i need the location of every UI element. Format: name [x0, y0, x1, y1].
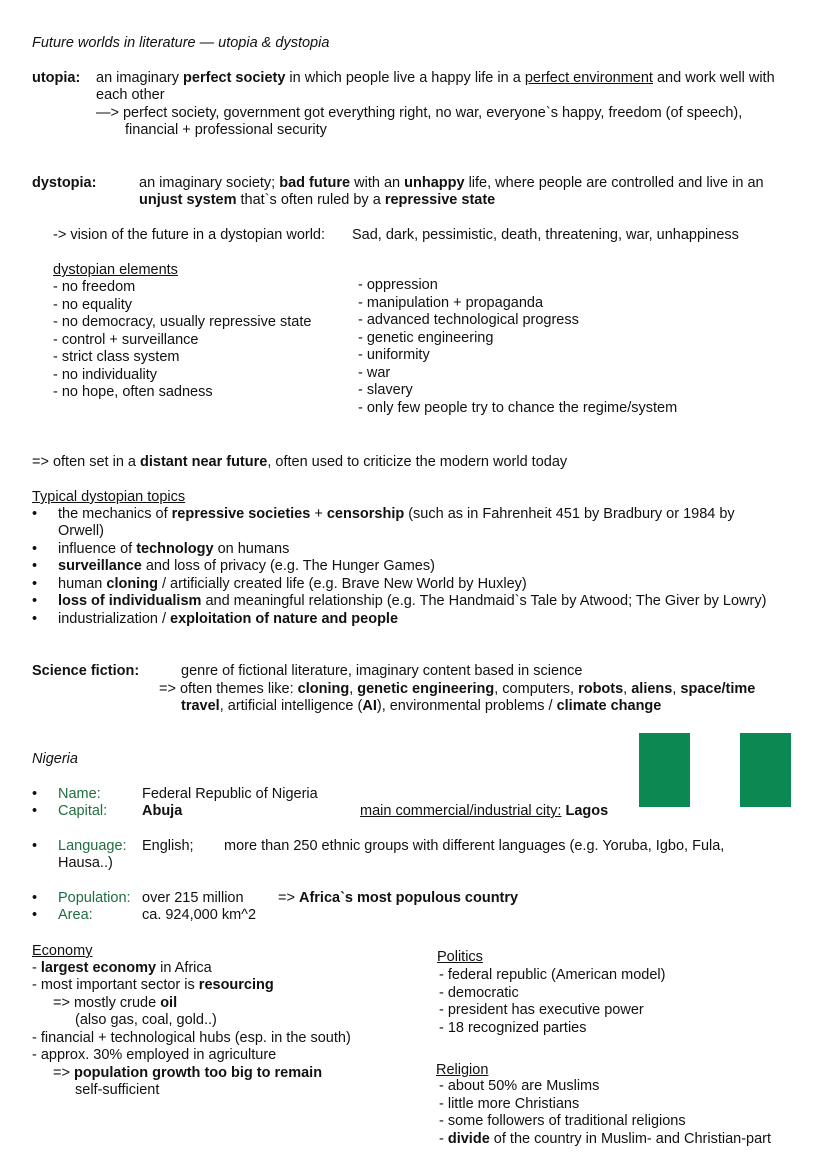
economy-item: - largest economy in Africa	[32, 960, 212, 976]
elements-left-list	[53, 279, 311, 402]
vision-text: Sad, dark, pessimistic, death, threatening, war, unhappiness	[352, 227, 739, 243]
commercial-city: main commercial/industrial city: Lagos	[360, 803, 609, 819]
politics-heading: Politics	[437, 949, 483, 965]
list-item: - genetic engineering	[358, 329, 494, 346]
dystopia-definition: an imaginary society; bad future with an unhappy life, where people are controlled and live in an	[139, 175, 764, 191]
bullet-icon: •	[32, 838, 38, 854]
list-item: - 18 recognized parties	[439, 1019, 587, 1036]
page-title: Future worlds in literature — utopia & dystopia	[32, 35, 330, 51]
flag-stripe-right	[740, 733, 791, 807]
bullet-icon: •	[32, 803, 38, 819]
list-item: - no democracy, usually repressive state	[53, 314, 312, 330]
religion-list	[439, 1078, 771, 1148]
list-item: - strict class system	[53, 349, 180, 365]
area-label: Area:	[58, 907, 93, 923]
topic-item-cont: Orwell)	[58, 523, 104, 539]
economy-heading: Economy	[32, 943, 93, 959]
language-more: more than 250 ethnic groups with different languages (e.g. Yoruba, Igbo, Fula,	[224, 838, 725, 854]
language-label: Language:	[58, 838, 127, 854]
topic-item: industrialization / exploitation of nature and people	[58, 611, 399, 627]
topic-item: surveillance and loss of privacy (e.g. The Hunger Games)	[58, 558, 435, 574]
bullet-icon: •	[32, 907, 38, 923]
population-label: Population:	[58, 890, 131, 906]
bullet-icon: •	[32, 541, 38, 557]
bullet-icon: •	[32, 890, 38, 906]
utopia-definition: an imaginary perfect society in which people live a happy life in a perfect environment and work well with	[96, 70, 775, 86]
language-value: English;	[142, 838, 194, 854]
list-item: - uniformity	[358, 347, 430, 363]
bullet-icon: •	[32, 593, 38, 609]
religion-heading: Religion	[436, 1062, 489, 1078]
population-value: over 215 million	[142, 890, 244, 906]
capital-value: Abuja	[142, 803, 183, 819]
name-value: Federal Republic of Nigeria	[142, 786, 318, 802]
list-item: - no individuality	[53, 366, 157, 383]
dystopia-definition-cont: unjust system that`s often ruled by a repressive state	[139, 192, 496, 208]
bullet-icon: •	[32, 576, 38, 592]
language-more-cont: Hausa..)	[58, 855, 113, 871]
bullet-icon: •	[32, 786, 38, 802]
capital-label: Capital:	[58, 803, 108, 819]
list-item: - no hope, often sadness	[53, 384, 213, 400]
list-item: - only few people try to chance the regime/system	[358, 399, 678, 416]
economy-item: - most important sector is resourcing	[32, 977, 274, 993]
list-item: - no equality	[53, 296, 132, 313]
topic-item: influence of technology on humans	[58, 541, 290, 557]
utopia-arrow-cont: financial + professional security	[125, 122, 327, 138]
economy-item: self-sufficient	[75, 1082, 160, 1098]
list-item: - federal republic (American model)	[439, 967, 666, 983]
list-item: - slavery	[358, 382, 413, 398]
topic-item: loss of individualism and meaningful relationship (e.g. The Handmaid`s Tale by Atwood; The Giver by Lowry)	[58, 593, 767, 609]
scifi-definition: genre of fictional literature, imaginary content based in science	[181, 663, 583, 679]
list-item: - president has executive power	[439, 1002, 644, 1018]
list-item: - control + surveillance	[53, 331, 199, 348]
nigeria-heading: Nigeria	[32, 751, 78, 767]
economy-item: => population growth too big to remain	[53, 1065, 323, 1081]
list-item: - war	[358, 364, 391, 381]
list-item: - manipulation + propaganda	[358, 294, 544, 311]
population-note: => Africa`s most populous country	[278, 890, 519, 906]
scifi-themes: => often themes like: cloning, genetic engineering, computers, robots, aliens, space/time	[159, 681, 756, 697]
list-item: - about 50% are Muslims	[439, 1078, 600, 1094]
topic-item: the mechanics of repressive societies + censorship (such as in Fahrenheit 451 by Bradbury or 1984 by	[58, 506, 735, 522]
setting-line: => often set in a distant near future, often used to criticize the modern world today	[32, 454, 568, 470]
bullet-icon: •	[32, 611, 38, 627]
area-value: ca. 924,000 km^2	[142, 907, 257, 923]
elements-right-list	[358, 277, 677, 417]
list-item: - some followers of traditional religions	[439, 1113, 686, 1129]
bullet-icon: •	[32, 506, 38, 522]
vision-label: -> vision of the future in a dystopian world:	[53, 227, 326, 243]
economy-item: (also gas, coal, gold..)	[75, 1012, 217, 1028]
utopia-arrow: —> perfect society, government got everything right, no war, everyone`s happy, freedom (of speech),	[96, 105, 743, 121]
scifi-term: Science fiction:	[32, 663, 140, 679]
topic-item: human cloning / artificially created life (e.g. Brave New World by Huxley)	[58, 576, 527, 592]
economy-item: - approx. 30% employed in agriculture	[32, 1047, 277, 1063]
list-item: - democratic	[439, 984, 519, 1001]
economy-item: - financial + technological hubs (esp. in the south)	[32, 1030, 351, 1046]
scifi-themes-cont: travel, artificial intelligence (AI), environmental problems / climate change	[181, 698, 662, 714]
utopia-definition-cont: each other	[96, 87, 165, 103]
name-label: Name:	[58, 786, 101, 802]
bullet-icon: •	[32, 558, 38, 574]
elements-heading: dystopian elements	[53, 262, 178, 278]
list-item: - little more Christians	[439, 1095, 580, 1112]
list-item: - oppression	[358, 277, 438, 293]
list-item: - divide of the country in Muslim- and Christian-part	[439, 1130, 772, 1147]
economy-item: => mostly crude oil	[53, 995, 178, 1011]
list-item: - no freedom	[53, 279, 136, 295]
utopia-term: utopia:	[32, 70, 81, 86]
topics-heading: Typical dystopian topics	[32, 489, 186, 505]
list-item: - advanced technological progress	[358, 312, 579, 328]
dystopia-term: dystopia:	[32, 175, 97, 191]
flag-stripe-left	[639, 733, 690, 807]
politics-list	[439, 967, 665, 1037]
